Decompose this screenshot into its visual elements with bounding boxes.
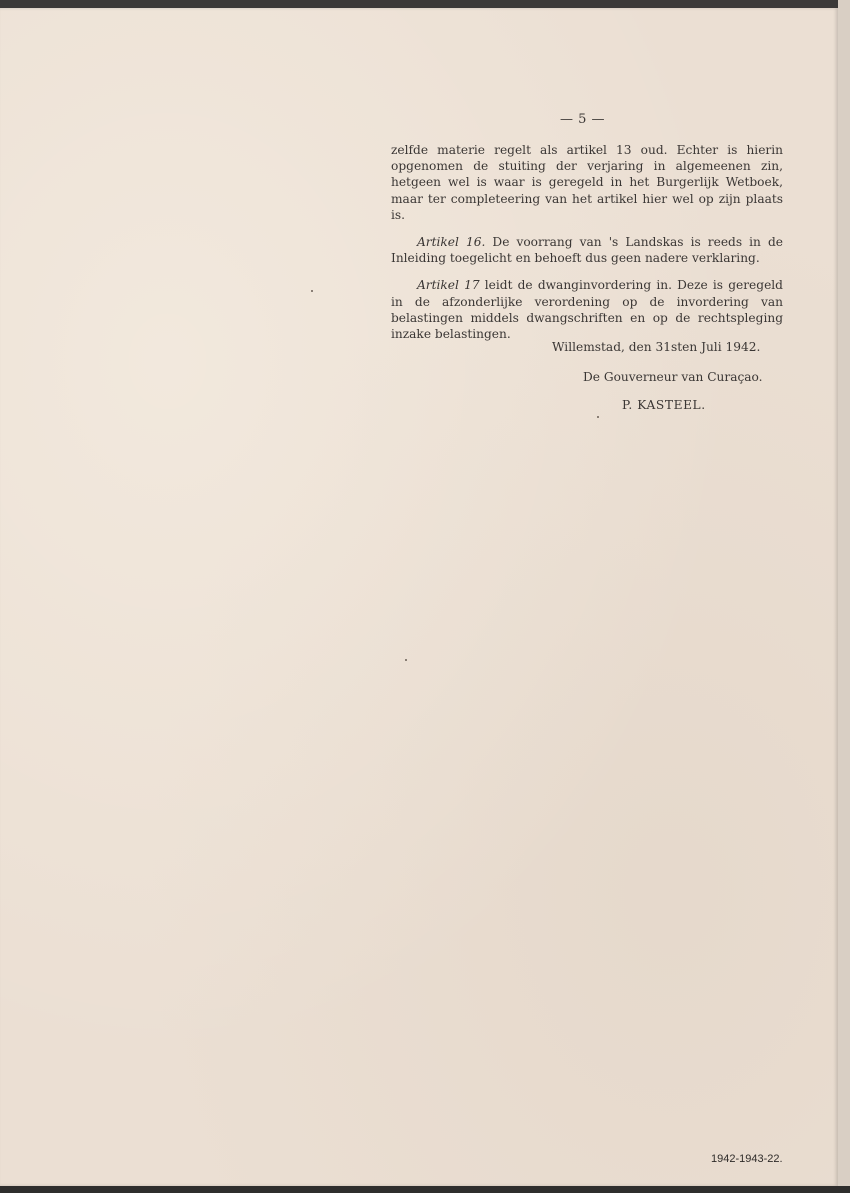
paper-speck: [405, 659, 407, 661]
print-code: 1942-1943-22.: [711, 1153, 783, 1165]
article-heading: Artikel 17: [417, 278, 480, 293]
paragraph-continuation: [391, 142, 783, 223]
article-heading: Artikel 16.: [417, 235, 486, 250]
signature-title: De Gouverneur van Curaçao.: [583, 370, 763, 384]
paragraph-artikel-16: [391, 234, 783, 266]
signature-name: P. KASTEEL.: [622, 398, 706, 412]
paragraph-text: zelfde materie regelt als artikel 13 oud. Echter is hierin opgenomen de stuiting der verjaring in algemeenen zin, hetgeen wel is waar is geregeld in het Burgerlijk Wetboek, maar ter completeering van het artikel hier wel op zijn plaats is.: [391, 143, 783, 222]
scan-bottom-edge: [0, 1186, 850, 1193]
scan-right-edge: [838, 0, 850, 1193]
document-page: [0, 8, 838, 1186]
page-number: — 5 —: [560, 112, 606, 127]
body-column: [391, 142, 783, 353]
signature-place-date: Willemstad, den 31sten Juli 1942.: [552, 340, 761, 354]
paper-speck: [311, 290, 313, 292]
paper-speck: [597, 416, 599, 418]
paragraph-text: leidt de dwanginvordering in. Deze is geregeld in de afzonderlijke verordening op de invordering van belastingen middels dwangschriften en op de rechtspleging inzake belastingen.: [391, 278, 783, 342]
paragraph-text: De voorrang van 's Landskas is reeds in de Inleiding toegelicht en behoeft dus geen nadere verklaring.: [391, 235, 783, 266]
paragraph-artikel-17: [391, 277, 783, 342]
